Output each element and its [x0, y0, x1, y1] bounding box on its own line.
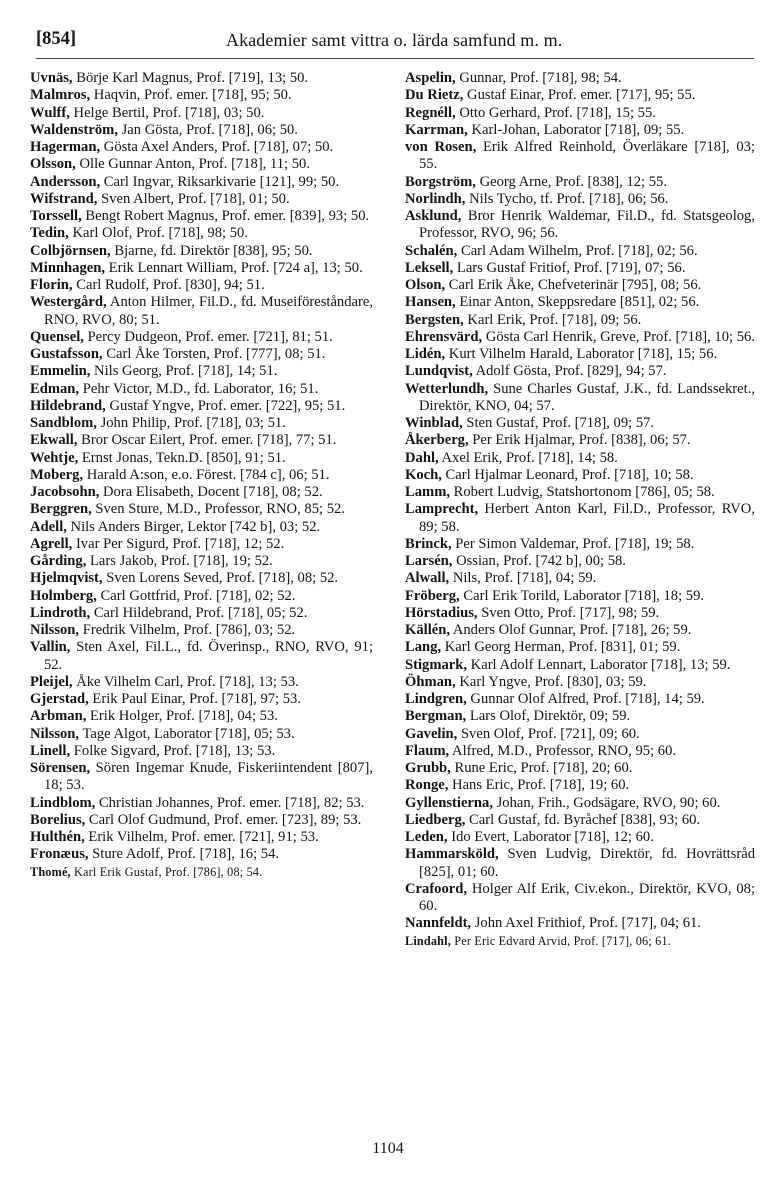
register-entry — [405, 450, 755, 467]
entry-surname: Källén, — [405, 622, 450, 638]
entry-surname: Liedberg, — [405, 811, 466, 828]
entry-surname: Leden, — [405, 829, 448, 845]
entry-surname: Sandblom, — [30, 415, 97, 431]
register-entry — [405, 622, 755, 639]
entry-surname: Wetterlundh, — [405, 380, 489, 397]
entry-details: Ivar Per Sigurd, Prof. [718], 12; 52. — [72, 535, 285, 552]
entry-surname: von Rosen, — [405, 139, 477, 155]
entry-surname: Lindahl, — [405, 933, 451, 948]
entry-details: Gunnar, Prof. [718], 98; 54. — [455, 70, 622, 86]
entry-surname: Vallin, — [30, 639, 71, 656]
entry-details: Sven Lorens Seved, Prof. [718], 08; 52. — [102, 570, 339, 587]
entry-details: Carl Olof Gudmund, Prof. emer. [723], 89; 53. — [85, 811, 362, 828]
entry-surname: Agrell, — [30, 535, 73, 552]
entry-surname: Edman, — [30, 380, 80, 397]
entry-details: Anton Hilmer, Fil.D., fd. Museiföreståndare, RNO, RVO, 80; 51. — [44, 294, 373, 328]
register-entry — [405, 639, 755, 656]
register-entry — [30, 450, 373, 467]
entry-details: Carl Hjalmar Leonard, Prof. [718], 10; 58. — [441, 466, 694, 483]
entry-surname: Olsson, — [30, 156, 76, 173]
entry-details: Sune Charles Gustaf, J.K., fd. Landssekret., Direktör, KNO, 04; 57. — [419, 380, 755, 414]
register-entry — [405, 708, 755, 725]
entry-details: Axel Erik, Prof. [718], 14; 58. — [438, 449, 618, 466]
entry-details: Erik Lennart William, Prof. [724 a], 13; 50. — [105, 259, 363, 276]
entry-details: Carl Ingvar, Riksarkivarie [121], 99; 50. — [100, 173, 340, 190]
register-entry — [30, 122, 373, 139]
register-entry — [405, 846, 755, 881]
register-entry — [30, 208, 373, 225]
register-entry — [405, 933, 755, 950]
register-entry — [405, 294, 755, 311]
entry-details: Harald A:son, e.o. Förest. [784 c], 06; 51. — [83, 466, 330, 483]
entry-details: Christian Johannes, Prof. emer. [718], 82; 53. — [95, 794, 365, 811]
entry-details: Erik Holger, Prof. [718], 04; 53. — [86, 708, 278, 725]
entry-surname: Nilsson, — [30, 622, 80, 638]
register-entry — [30, 553, 373, 570]
entry-details: Gunnar Olof Alfred, Prof. [718], 14; 59. — [466, 691, 705, 707]
entry-surname: Wifstrand, — [30, 190, 98, 207]
entry-surname: Ehrensvärd, — [405, 328, 483, 345]
register-entry — [405, 432, 755, 449]
entry-surname: Karrman, — [405, 121, 468, 138]
register-entry — [30, 381, 373, 398]
entry-details: Lars Gustaf Fritiof, Prof. [719], 07; 56. — [453, 259, 686, 276]
entry-details: Carl Åke Torsten, Prof. [777], 08; 51. — [102, 346, 326, 362]
register-entry — [405, 191, 755, 208]
register-entry — [30, 277, 373, 294]
register-entry — [405, 277, 755, 294]
register-entry — [405, 570, 755, 587]
entry-surname: Hulthén, — [30, 829, 85, 845]
register-entry — [405, 346, 755, 363]
entry-details: John Axel Frithiof, Prof. [717], 04; 61. — [471, 915, 701, 932]
register-entry — [30, 294, 373, 329]
entry-details: Georg Arne, Prof. [838], 12; 55. — [475, 173, 667, 190]
entry-details: Helge Bertil, Prof. [718], 03; 50. — [69, 104, 265, 121]
register-entry — [405, 536, 755, 553]
register-entry — [405, 691, 755, 708]
register-entry — [405, 795, 755, 812]
register-entry — [405, 915, 755, 932]
register-entry — [30, 363, 373, 380]
entry-surname: Borelius, — [30, 811, 86, 828]
entry-details: Nils Georg, Prof. [718], 14; 51. — [90, 363, 278, 380]
entry-details: Folke Sigvard, Prof. [718], 13; 53. — [70, 742, 276, 759]
entry-details: Karl Olof, Prof. [718], 98; 50. — [68, 225, 248, 242]
entry-details: Carl Gustaf, fd. Byråchef [838], 93; 60. — [465, 811, 701, 828]
register-entry — [405, 312, 755, 329]
register-entry — [405, 501, 755, 536]
entry-surname: Pleijel, — [30, 673, 73, 690]
entry-details: Gustaf Yngve, Prof. emer. [722], 95; 51. — [105, 397, 346, 414]
register-entry — [30, 622, 373, 639]
entry-details: Herbert Anton Karl, Fil.D., Professor, RVO, 89; 58. — [419, 501, 755, 535]
register-entry — [30, 156, 373, 173]
entry-surname: Hansen, — [405, 294, 456, 311]
entry-surname: Lindblom, — [30, 794, 96, 811]
entry-details: Nils, Prof. [718], 04; 59. — [449, 570, 597, 587]
entry-surname: Gustafsson, — [30, 346, 103, 362]
register-entry — [30, 225, 373, 242]
entry-surname: Linell, — [30, 742, 71, 759]
entry-details: Kurt Vilhelm Harald, Laborator [718], 15; 56. — [445, 346, 718, 362]
entry-details: Alfred, M.D., Professor, RNO, 95; 60. — [449, 742, 677, 759]
entry-surname: Westergård, — [30, 294, 107, 311]
register-entry — [30, 812, 373, 829]
register-entry — [405, 605, 755, 622]
entry-details: Sten Gustaf, Prof. [718], 09; 57. — [462, 415, 655, 431]
entry-surname: Andersson, — [30, 173, 101, 190]
entry-surname: Moberg, — [30, 466, 84, 483]
register-entry — [30, 105, 373, 122]
entry-details: Per Erik Hjalmar, Prof. [838], 06; 57. — [468, 432, 691, 449]
register-entry — [405, 208, 755, 243]
register-entry — [30, 605, 373, 622]
entry-surname: Fröberg, — [405, 587, 460, 604]
running-title: Akademier samt vittra o. lärda samfund m. m. — [226, 30, 563, 50]
entry-surname: Brinck, — [405, 535, 452, 552]
register-entry — [30, 87, 373, 104]
entry-surname: Lindroth, — [30, 604, 91, 621]
entry-details: Erik Paul Einar, Prof. [718], 97; 53. — [88, 691, 301, 707]
register-entry — [30, 864, 373, 881]
register-entry — [405, 726, 755, 743]
register-entry — [405, 260, 755, 277]
register-entry — [30, 691, 373, 708]
entry-surname: Dahl, — [405, 449, 439, 466]
register-entry — [405, 881, 755, 916]
entry-details: Tage Algot, Laborator [718], 05; 53. — [79, 725, 295, 742]
entry-surname: Gårding, — [30, 553, 87, 569]
entry-details: Per Simon Valdemar, Prof. [718], 19; 58. — [451, 535, 695, 552]
register-entry — [405, 829, 755, 846]
entry-details: Ido Evert, Laborator [718], 12; 60. — [447, 829, 654, 845]
register-entry — [30, 708, 373, 725]
entry-details: Gösta Axel Anders, Prof. [718], 07; 50. — [100, 139, 334, 155]
register-entry — [405, 674, 755, 691]
entry-details: Ernst Jonas, Tekn.D. [850], 91; 51. — [78, 449, 286, 466]
entry-details: Haqvin, Prof. emer. [718], 95; 50. — [90, 87, 292, 104]
register-entry — [405, 174, 755, 191]
register-entry — [30, 484, 373, 501]
page-number: [854] — [36, 29, 77, 49]
entry-surname: Minnhagen, — [30, 259, 106, 276]
entry-details: Rune Eric, Prof. [718], 20; 60. — [450, 760, 633, 776]
register-entry — [30, 760, 373, 795]
register-entry — [30, 519, 373, 536]
entry-details: Anders Olof Gunnar, Prof. [718], 26; 59. — [450, 622, 692, 638]
entry-details: Nils Anders Birger, Lektor [742 b], 03; 52. — [66, 518, 321, 535]
register-entry — [30, 639, 373, 674]
entry-surname: Koch, — [405, 466, 442, 483]
entry-surname: Hagerman, — [30, 139, 101, 155]
entry-surname: Thomé, — [30, 864, 71, 879]
entry-surname: Åkerberg, — [405, 432, 469, 449]
entry-surname: Arbman, — [30, 708, 87, 725]
register-entry — [405, 381, 755, 416]
entry-details: Olle Gunnar Anton, Prof. [718], 11; 50. — [75, 156, 310, 173]
entry-details: Sören Ingemar Knude, Fiskeriintendent [807], 18; 53. — [44, 760, 373, 794]
entry-surname: Grubb, — [405, 760, 451, 776]
entry-surname: Gavelin, — [405, 725, 458, 742]
entry-details: Jan Gösta, Prof. [718], 06; 50. — [117, 121, 298, 138]
entry-details: Erik Alfred Reinhold, Överläkare [718], 03; 55. — [419, 139, 755, 173]
register-entry — [405, 657, 755, 674]
register-entry — [30, 432, 373, 449]
entry-details: Karl-Johan, Laborator [718], 09; 55. — [467, 121, 685, 138]
register-entry — [30, 415, 373, 432]
register-entry — [30, 674, 373, 691]
entry-details: Johan, Frih., Godsägare, RVO, 90; 60. — [492, 794, 721, 811]
entry-surname: Winblad, — [405, 415, 463, 431]
entry-details: Karl Adolf Lennart, Laborator [718], 13; 59. — [467, 656, 731, 673]
entry-surname: Lidén, — [405, 346, 446, 362]
entry-details: Bjarne, fd. Direktör [838], 95; 50. — [110, 242, 313, 259]
register-entry — [30, 743, 373, 760]
entry-surname: Lang, — [405, 639, 442, 656]
register-entry — [30, 243, 373, 260]
entry-details: Sven Olof, Prof. [721], 09; 60. — [457, 725, 640, 742]
entry-details: Per Eric Edvard Arvid, Prof. [717], 06; 61. — [450, 933, 671, 948]
entry-details: Holger Alf Erik, Civ.ekon., Direktör, KVO, 08; 60. — [419, 880, 755, 914]
entry-surname: Regnéll, — [405, 104, 456, 121]
entry-surname: Norlindh, — [405, 190, 466, 207]
entry-details: Lars Olof, Direktör, 09; 59. — [466, 708, 631, 725]
entry-surname: Lindgren, — [405, 691, 467, 707]
entry-surname: Waldenström, — [30, 121, 118, 138]
register-entry — [405, 760, 755, 777]
entry-details: Robert Ludvig, Statshortonom [786], 05; 58. — [450, 484, 715, 500]
entry-surname: Tedin, — [30, 225, 69, 242]
entry-surname: Öhman, — [405, 673, 456, 690]
entry-details: Carl Gottfrid, Prof. [718], 02; 52. — [96, 587, 296, 604]
entry-surname: Adell, — [30, 518, 67, 535]
register-entry — [405, 777, 755, 794]
register-entry — [30, 829, 373, 846]
header-rule — [36, 58, 754, 59]
entry-surname: Holmberg, — [30, 587, 97, 604]
entry-surname: Lamm, — [405, 484, 450, 500]
register-entry — [30, 588, 373, 605]
entry-surname: Jacobsohn, — [30, 484, 100, 500]
register-entry — [405, 243, 755, 260]
entry-details: Sven Ludvig, Direktör, fd. Hovrättsråd [825], 01; 60. — [419, 846, 755, 880]
entry-surname: Nannfeldt, — [405, 915, 472, 932]
register-entry — [405, 415, 755, 432]
entry-surname: Aspelin, — [405, 70, 456, 86]
entry-surname: Malmros, — [30, 87, 91, 104]
register-entry — [405, 588, 755, 605]
entry-details: Sven Albert, Prof. [718], 01; 50. — [97, 190, 290, 207]
register-entry — [405, 363, 755, 380]
entry-surname: Alwall, — [405, 570, 450, 587]
left-column — [30, 70, 373, 881]
entry-surname: Leksell, — [405, 259, 454, 276]
entry-details: Sture Adolf, Prof. [718], 16; 54. — [88, 846, 280, 863]
entry-surname: Schalén, — [405, 242, 458, 259]
entry-surname: Torssell, — [30, 208, 82, 224]
register-entry — [405, 122, 755, 139]
entry-details: Gustaf Einar, Prof. emer. [717], 95; 55. — [463, 87, 696, 104]
entry-details: Erik Vilhelm, Prof. emer. [721], 91; 53. — [84, 829, 319, 845]
entry-details: Gösta Carl Henrik, Greve, Prof. [718], 10; 56. — [482, 328, 755, 345]
register-entry — [405, 484, 755, 501]
entry-details: Börje Karl Magnus, Prof. [719], 13; 50. — [72, 70, 309, 86]
entry-surname: Hildebrand, — [30, 397, 106, 414]
running-header — [36, 29, 754, 55]
register-entry — [30, 467, 373, 484]
entry-details: Carl Erik Torild, Laborator [718], 18; 59. — [459, 587, 705, 604]
entry-surname: Uvnäs, — [30, 70, 73, 86]
register-entry — [405, 139, 755, 174]
entry-surname: Bergman, — [405, 708, 467, 725]
register-entry — [405, 467, 755, 484]
entry-details: Bengt Robert Magnus, Prof. emer. [839], 93; 50. — [81, 208, 370, 224]
entry-details: Åke Vilhelm Carl, Prof. [718], 13; 53. — [72, 673, 299, 690]
entry-surname: Lamprecht, — [405, 501, 479, 518]
entry-details: Carl Hildebrand, Prof. [718], 05; 52. — [90, 604, 308, 621]
register-entry — [30, 346, 373, 363]
entry-details: Percy Dudgeon, Prof. emer. [721], 81; 51. — [83, 328, 333, 345]
entry-details: Carl Adam Wilhelm, Prof. [718], 02; 56. — [457, 242, 698, 259]
entry-surname: Larsén, — [405, 553, 453, 569]
entry-details: Sten Axel, Fil.L., fd. Överinsp., RNO, RVO, 91; 52. — [44, 639, 373, 673]
entry-details: Carl Erik Åke, Chefveterinär [795], 08; 56. — [445, 277, 702, 293]
entry-details: Dora Elisabeth, Docent [718], 08; 52. — [99, 484, 323, 500]
entry-details: Bror Oscar Eilert, Prof. emer. [718], 77; 51. — [77, 432, 337, 449]
register-entry — [30, 726, 373, 743]
entry-surname: Berggren, — [30, 501, 92, 518]
register-entry — [405, 743, 755, 760]
entry-surname: Hammarsköld, — [405, 846, 499, 863]
register-entry — [405, 329, 755, 346]
entry-surname: Sörensen, — [30, 760, 91, 776]
right-column — [405, 70, 755, 950]
register-entry — [30, 501, 373, 518]
entry-details: Karl Erik Gustaf, Prof. [786], 08; 54. — [70, 864, 263, 879]
register-entry — [405, 70, 755, 87]
entry-surname: Crafoord, — [405, 880, 468, 897]
entry-surname: Ekwall, — [30, 432, 78, 449]
entry-surname: Stigmark, — [405, 656, 468, 673]
entry-details: Karl Georg Herman, Prof. [831], 01; 59. — [441, 639, 681, 656]
register-entry — [30, 174, 373, 191]
entry-surname: Wehtje, — [30, 449, 79, 466]
register-entry — [30, 139, 373, 156]
entry-surname: Hjelmqvist, — [30, 570, 103, 587]
register-entry — [405, 812, 755, 829]
entry-surname: Lundqvist, — [405, 363, 473, 380]
entry-details: Sven Otto, Prof. [717], 98; 59. — [477, 604, 660, 621]
page-folio: 1104 — [372, 1140, 404, 1157]
entry-surname: Fronæus, — [30, 846, 89, 863]
entry-surname: Olson, — [405, 277, 446, 293]
entry-surname: Flaum, — [405, 742, 450, 759]
entry-details: Nils Tycho, tf. Prof. [718], 06; 56. — [465, 190, 669, 207]
register-entry — [405, 87, 755, 104]
entry-details: Fredrik Vilhelm, Prof. [786], 03; 52. — [79, 622, 296, 638]
register-entry — [30, 570, 373, 587]
entry-details: Karl Erik, Prof. [718], 09; 56. — [463, 311, 642, 328]
entry-details: Pehr Victor, M.D., fd. Laborator, 16; 51. — [79, 380, 319, 397]
register-entry — [30, 329, 373, 346]
entry-surname: Bergsten, — [405, 311, 464, 328]
entry-surname: Ronge, — [405, 777, 449, 794]
entry-details: Lars Jakob, Prof. [718], 19; 52. — [86, 553, 273, 569]
entry-details: Sven Sture, M.D., Professor, RNO, 85; 52. — [91, 501, 345, 518]
register-entry — [30, 398, 373, 415]
entry-surname: Gyllenstierna, — [405, 794, 493, 811]
register-entry — [30, 191, 373, 208]
entry-details: Einar Anton, Skeppsredare [851], 02; 56. — [455, 294, 700, 311]
entry-details: John Philip, Prof. [718], 03; 51. — [96, 415, 286, 431]
entry-surname: Hörstadius, — [405, 604, 478, 621]
register-entry — [30, 795, 373, 812]
register-entry — [30, 70, 373, 87]
entry-details: Carl Rudolf, Prof. [830], 94; 51. — [72, 277, 265, 293]
register-entry — [30, 260, 373, 277]
entry-surname: Gjerstad, — [30, 691, 89, 707]
entry-surname: Wulff, — [30, 104, 70, 121]
entry-surname: Asklund, — [405, 208, 462, 224]
entry-surname: Emmelin, — [30, 363, 91, 380]
entry-surname: Borgström, — [405, 173, 476, 190]
entry-details: Karl Yngve, Prof. [830], 03; 59. — [455, 673, 647, 690]
entry-surname: Quensel, — [30, 328, 84, 345]
entry-details: Ossian, Prof. [742 b], 00; 58. — [452, 553, 626, 569]
entry-surname: Du Rietz, — [405, 87, 464, 104]
entry-details: Bror Henrik Waldemar, Fil.D., fd. Statsgeolog, Professor, RVO, 96; 56. — [419, 208, 755, 242]
register-entry — [405, 553, 755, 570]
register-entry — [30, 846, 373, 863]
register-entry — [405, 105, 755, 122]
entry-surname: Nilsson, — [30, 725, 80, 742]
entry-details: Hans Eric, Prof. [718], 19; 60. — [448, 777, 630, 794]
entry-details: Otto Gerhard, Prof. [718], 15; 55. — [455, 104, 656, 121]
register-entry — [30, 536, 373, 553]
entry-details: Adolf Gösta, Prof. [829], 94; 57. — [472, 363, 667, 380]
entry-surname: Florin, — [30, 277, 73, 293]
entry-surname: Colbjörnsen, — [30, 242, 111, 259]
